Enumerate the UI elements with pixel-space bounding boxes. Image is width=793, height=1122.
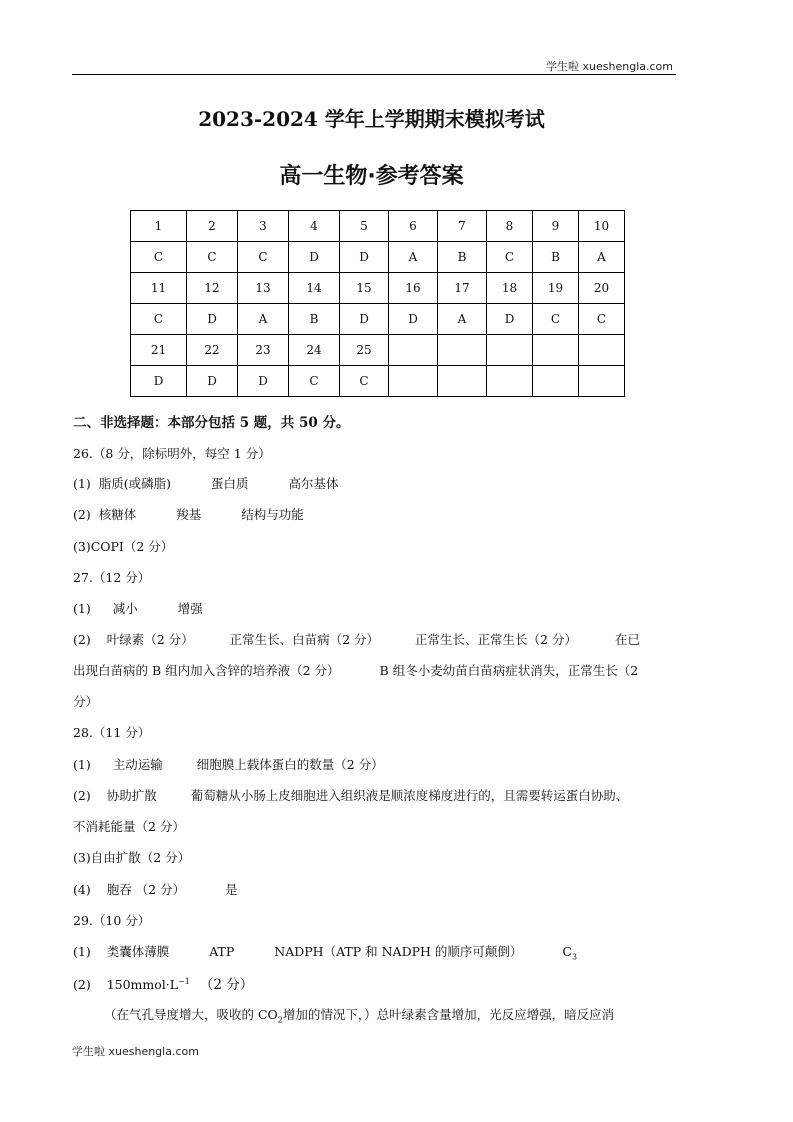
answer-table-row <box>131 335 625 366</box>
q26-2-part-c: 结构与功能 <box>241 507 304 522</box>
q29-answer-2-line-2 <box>104 1005 614 1025</box>
q29-2-line2-pre: （在气孔导度增大，吸收的 CO <box>104 1007 278 1022</box>
q29-answer-1 <box>73 942 577 962</box>
answer-table-cell: A <box>389 242 438 273</box>
answer-table-cell: C <box>340 366 389 397</box>
q29-2-value <box>107 977 190 992</box>
page-subtitle: 高一生物·参考答案 <box>279 164 464 189</box>
answer-table-cell: D <box>340 304 389 335</box>
answer-table-cell: C <box>131 304 187 335</box>
q29-1-part-b: ATP <box>209 944 235 959</box>
answer-table-cell: B <box>438 242 487 273</box>
answer-table-cell: 14 <box>289 273 340 304</box>
answer-table-cell <box>579 335 625 366</box>
answer-table-cell: C <box>187 242 238 273</box>
q27-2-part-d: 在已 <box>614 632 640 647</box>
answer-table-cell: C <box>533 304 579 335</box>
q29-answer-2 <box>73 973 253 993</box>
answer-table-cell: 25 <box>340 335 389 366</box>
q29-2-line2-subscript: 2 <box>277 1015 283 1025</box>
q26-1-part-a: 脂质(或磷脂) <box>98 476 171 491</box>
answer-table-cell: 7 <box>438 211 487 242</box>
answer-table-cell: 17 <box>438 273 487 304</box>
answer-table-cell: B <box>533 242 579 273</box>
answer-table-cell: 16 <box>389 273 438 304</box>
answer-table-cell: 10 <box>579 211 625 242</box>
answer-table-cell <box>487 335 533 366</box>
answer-table-row <box>131 273 625 304</box>
answer-table-cell <box>487 366 533 397</box>
q28-4-part-a: 胞吞 （2 分） <box>106 882 186 897</box>
answer-table-row <box>131 366 625 397</box>
answer-table-cell: C <box>289 366 340 397</box>
q27-answer-2 <box>73 630 640 648</box>
q28-4-number: (4) <box>73 882 91 897</box>
answer-table-cell: 1 <box>131 211 187 242</box>
q28-answer-1 <box>73 755 384 773</box>
q28-answer-2 <box>73 786 628 804</box>
answer-table-cell: D <box>289 242 340 273</box>
q26-1-part-c: 高尔基体 <box>288 476 339 491</box>
answer-table-cell: 9 <box>533 211 579 242</box>
answer-table-cell: D <box>131 366 187 397</box>
header-site-label: 学生啦 xueshengla.com <box>546 60 673 73</box>
q27-heading: 27.（12 分） <box>73 570 151 585</box>
q27-answer-2-line-2 <box>73 661 638 679</box>
answer-table-cell: C <box>487 242 533 273</box>
section-2-heading: 二、非选择题：本部分包括 5 题，共 50 分。 <box>73 415 350 431</box>
q28-2-part-b: 葡萄糖从小肠上皮细胞进入组织液是顺浓度梯度进行的，且需要转运蛋白协助、 <box>190 788 629 803</box>
answer-table-cell <box>579 366 625 397</box>
q26-answer-3: (3)COPI（2 分） <box>73 539 174 554</box>
answer-table-cell: 13 <box>238 273 289 304</box>
answer-table-cell <box>438 335 487 366</box>
q29-1-number: (1) <box>73 944 91 959</box>
q27-1-number: (1) <box>73 601 91 616</box>
q27-answer-2-line-3: 分） <box>73 694 99 709</box>
q28-2-number: (2) <box>73 788 91 803</box>
answer-table-cell: B <box>289 304 340 335</box>
q27-2-part-b: 正常生长、白苗病（2 分） <box>229 632 380 647</box>
answer-table-cell: 18 <box>487 273 533 304</box>
answer-table-cell: A <box>579 242 625 273</box>
answer-table-cell: D <box>238 366 289 397</box>
answer-table-row <box>131 242 625 273</box>
answer-table-cell: D <box>187 366 238 397</box>
answer-table-cell: C <box>131 242 187 273</box>
q27-2-line2-part-a: 出现白苗病的 B 组内加入含锌的培养液（2 分） <box>73 663 340 678</box>
footer-site-label: 学生啦 xueshengla.com <box>72 1045 199 1058</box>
q29-1-c-subscript: 3 <box>571 952 578 962</box>
q29-2-score: （2 分） <box>199 977 254 993</box>
answer-table-cell: 12 <box>187 273 238 304</box>
q26-answer-2 <box>73 505 304 523</box>
q26-2-number: (2) <box>73 507 91 522</box>
answer-table-cell: D <box>187 304 238 335</box>
q29-1-part-a: 类囊体薄膜 <box>106 944 170 959</box>
answer-table-cell <box>389 335 438 366</box>
q29-2-number: (2) <box>73 977 91 992</box>
q29-2-line2-post: 增加的情况下，）总叶绿素含量增加，光反应增强，暗反应消 <box>282 1007 615 1022</box>
q26-heading: 26.（8 分，除标明外，每空 1 分） <box>73 446 271 461</box>
answer-table-cell <box>438 366 487 397</box>
q26-1-part-b: 蛋白质 <box>210 476 249 491</box>
answer-table-cell: C <box>579 304 625 335</box>
q26-2-part-b: 羧基 <box>176 507 202 522</box>
answer-table-cell: 4 <box>289 211 340 242</box>
q26-answer-1 <box>73 474 338 492</box>
answer-table-cell: 6 <box>389 211 438 242</box>
q29-heading: 29.（10 分） <box>73 913 151 928</box>
answer-table-cell: A <box>238 304 289 335</box>
q28-answer-4 <box>73 880 238 898</box>
q28-1-part-b: 细胞膜上载体蛋白的数量（2 分） <box>196 757 384 772</box>
answer-table-cell: 15 <box>340 273 389 304</box>
answer-table-cell: 3 <box>238 211 289 242</box>
q28-4-part-b: 是 <box>225 882 238 897</box>
q27-2-part-a: 叶绿素（2 分） <box>106 632 194 647</box>
answer-table-cell: 23 <box>238 335 289 366</box>
answer-table-cell <box>533 366 579 397</box>
q26-2-part-a: 核糖体 <box>98 507 137 522</box>
q27-1-part-b: 增强 <box>177 601 203 616</box>
q28-1-part-a: 主动运输 <box>112 757 163 772</box>
q29-2-value-text: 150mmol·L <box>106 977 179 992</box>
answer-table-cell: 19 <box>533 273 579 304</box>
header-divider <box>72 74 676 75</box>
q29-2-value-exponent: −1 <box>178 976 190 986</box>
q28-2-part-a: 协助扩散 <box>106 788 157 803</box>
answer-table-cell: 20 <box>579 273 625 304</box>
q27-2-line2-part-b: B 组冬小麦幼苗白苗病症状消失，正常生长（2 <box>379 663 639 678</box>
q27-1-part-a: 减小 <box>112 601 138 616</box>
answer-table-cell <box>533 335 579 366</box>
answer-table-row <box>131 304 625 335</box>
answer-table-cell: 11 <box>131 273 187 304</box>
q29-1-part-c: NADPH（ATP 和 NADPH 的顺序可颠倒） <box>274 944 523 959</box>
answer-table-cell: C <box>238 242 289 273</box>
answer-table-cell: 24 <box>289 335 340 366</box>
answer-table-cell: 2 <box>187 211 238 242</box>
answer-table-row <box>131 211 625 242</box>
q28-1-number: (1) <box>73 757 91 772</box>
answer-table-cell: 8 <box>487 211 533 242</box>
answer-table-cell: 22 <box>187 335 238 366</box>
q29-1-c-symbol: C <box>562 944 572 959</box>
q28-answer-3: (3)自由扩散（2 分） <box>73 850 191 865</box>
q28-heading: 28.（11 分） <box>73 725 151 740</box>
answer-table-cell: D <box>340 242 389 273</box>
q27-2-number: (2) <box>73 632 91 647</box>
answer-table-cell: D <box>487 304 533 335</box>
answer-table-cell: 5 <box>340 211 389 242</box>
answer-table-cell: 21 <box>131 335 187 366</box>
page-title: 2023-2024 学年上学期期末模拟考试 <box>198 107 545 131</box>
q26-1-number: (1) <box>73 476 91 491</box>
answer-table-cell: D <box>389 304 438 335</box>
q28-answer-2-line-2: 不消耗能量（2 分） <box>73 819 185 834</box>
answer-table-cell: A <box>438 304 487 335</box>
q27-answer-1 <box>73 599 203 617</box>
answer-table <box>130 210 625 397</box>
answer-table-cell <box>389 366 438 397</box>
q27-2-part-c: 正常生长、正常生长（2 分） <box>415 632 577 647</box>
q29-1-part-d <box>562 944 577 962</box>
